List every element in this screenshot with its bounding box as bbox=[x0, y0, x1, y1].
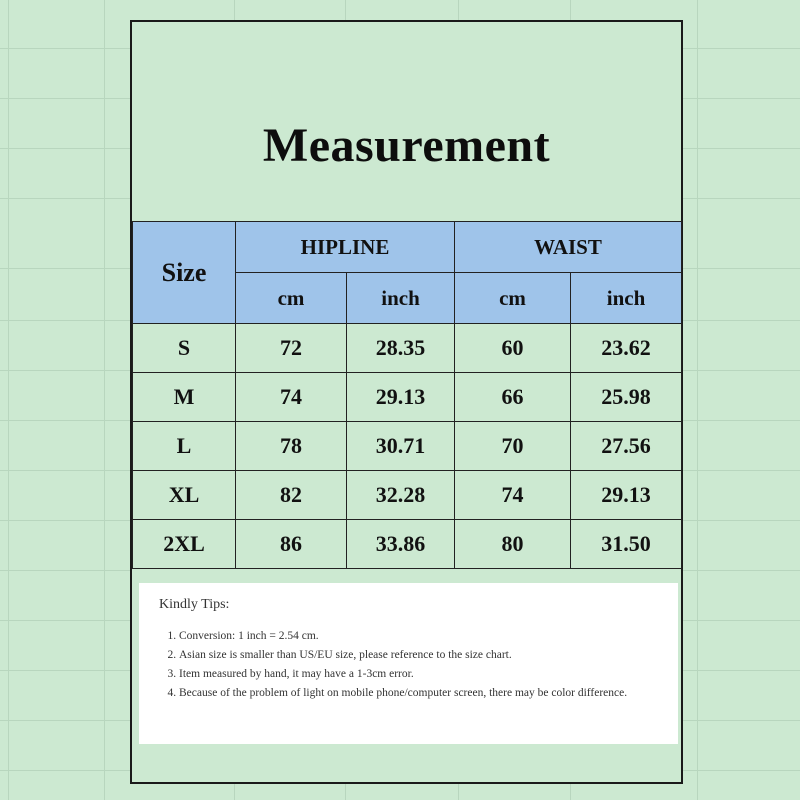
tips-title: Kindly Tips: bbox=[159, 597, 230, 612]
value-cell: 66 bbox=[455, 373, 571, 422]
value-cell: 74 bbox=[236, 373, 347, 422]
tip-item: 4. Because of the problem of light on mobile phone/computer screen, there may be color difference. bbox=[179, 684, 658, 703]
value-cell: 60 bbox=[455, 324, 571, 373]
size-cell: L bbox=[133, 422, 236, 471]
value-cell: 23.62 bbox=[571, 324, 682, 373]
hipline-header: HIPLINE bbox=[236, 222, 455, 273]
value-cell: 32.28 bbox=[347, 471, 455, 520]
value-cell: 72 bbox=[236, 324, 347, 373]
value-cell: 82 bbox=[236, 471, 347, 520]
size-header: Size bbox=[133, 222, 236, 324]
unit-header: inch bbox=[571, 273, 682, 324]
value-cell: 70 bbox=[455, 422, 571, 471]
value-cell: 29.13 bbox=[347, 373, 455, 422]
value-cell: 78 bbox=[236, 422, 347, 471]
size-cell: M bbox=[133, 373, 236, 422]
tips-list bbox=[159, 627, 658, 703]
page-title: Measurement bbox=[262, 119, 551, 172]
unit-header: cm bbox=[236, 273, 347, 324]
tip-item: 2. Asian size is smaller than US/EU size, please reference to the size chart. bbox=[179, 646, 658, 665]
table-row bbox=[133, 520, 682, 569]
size-cell: S bbox=[133, 324, 236, 373]
tip-item: 3. Item measured by hand, it may have a 1-3cm error. bbox=[179, 665, 658, 684]
tip-item: 1. Conversion: 1 inch = 2.54 cm. bbox=[179, 627, 658, 646]
value-cell: 74 bbox=[455, 471, 571, 520]
size-cell: 2XL bbox=[133, 520, 236, 569]
value-cell: 30.71 bbox=[347, 422, 455, 471]
size-table bbox=[132, 221, 682, 569]
value-cell: 28.35 bbox=[347, 324, 455, 373]
gridline bbox=[697, 0, 698, 800]
table-row bbox=[133, 373, 682, 422]
header-row bbox=[133, 222, 682, 273]
unit-header: cm bbox=[455, 273, 571, 324]
table-row bbox=[133, 324, 682, 373]
value-cell: 25.98 bbox=[571, 373, 682, 422]
table-row bbox=[133, 471, 682, 520]
unit-header: inch bbox=[347, 273, 455, 324]
value-cell: 86 bbox=[236, 520, 347, 569]
tips-box bbox=[139, 583, 678, 744]
gridline bbox=[104, 0, 105, 800]
table-row bbox=[133, 422, 682, 471]
value-cell: 27.56 bbox=[571, 422, 682, 471]
value-cell: 31.50 bbox=[571, 520, 682, 569]
value-cell: 33.86 bbox=[347, 520, 455, 569]
waist-header: WAIST bbox=[455, 222, 682, 273]
value-cell: 29.13 bbox=[571, 471, 682, 520]
value-cell: 80 bbox=[455, 520, 571, 569]
measurement-sheet bbox=[130, 20, 683, 784]
gridline bbox=[8, 0, 9, 800]
size-cell: XL bbox=[133, 471, 236, 520]
